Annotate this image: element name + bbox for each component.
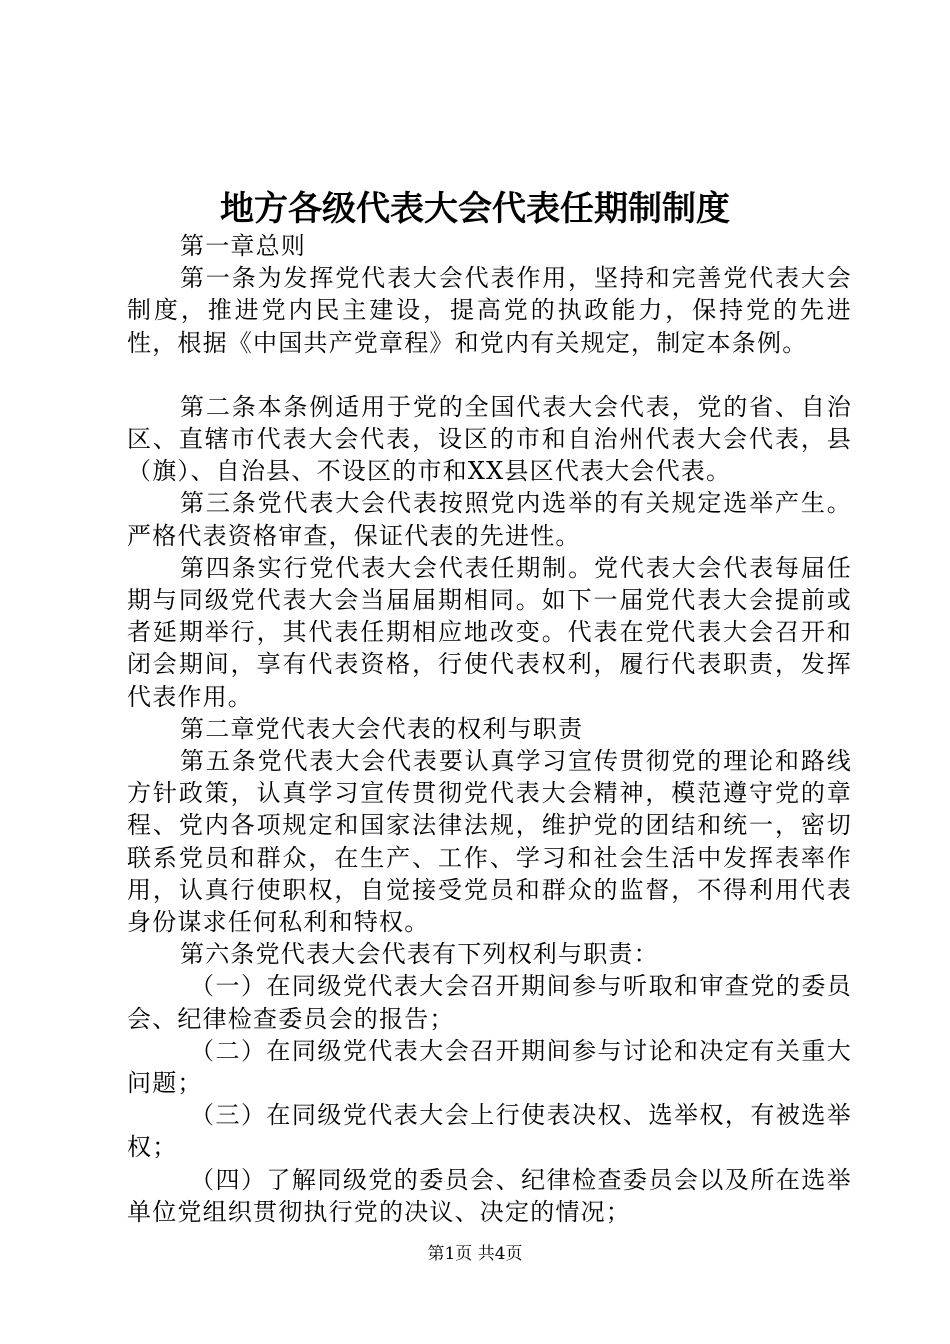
chapter-heading: 第二章党代表大会代表的权利与职责 [180,714,584,743]
article-paragraph: 第六条党代表大会代表有下列权利与职责： [180,940,659,969]
document-title: 地方各级代表大会代表任期制制度 [220,189,730,229]
document-body [127,230,852,1228]
article-paragraph: 第三条党代表大会代表按照党内选举的有关规定选举产生。严格代表资格审查，保证代表的先进性。 [127,489,852,550]
list-item: （一）在同级党代表大会召开期间参与听取和审查党的委员会、纪律检查委员会的报告； [127,972,852,1033]
page-footer: 第1页 共4页 [427,1244,523,1264]
article-paragraph: 第四条实行党代表大会代表任期制。党代表大会代表每届任期与同级党代表大会当届届期相同。如下一届党代表大会提前或者延期举行，其代表任期相应地改变。代表在党代表大会召开和闭会期间，享有代表资格，行使代表权利，履行代表职责，发挥代表作用。 [127,553,852,711]
article-paragraph: 第一条为发挥党代表大会代表作用，坚持和完善党代表大会制度，推进党内民主建设，提高党的执政能力，保持党的先进性，根据《中国共产党章程》和党内有关规定，制定本条例。 [127,264,852,357]
paragraph-spacer [127,359,852,391]
chapter-heading: 第一章总则 [180,232,306,260]
article-paragraph: 第二条本条例适用于党的全国代表大会代表，党的省、自治区、直辖市代表大会代表，设区的市和自治州代表大会代表，县（旗）、自治县、不设区的市和XX县区代表大会代表。 [127,392,852,486]
list-item: （二）在同级党代表大会召开期间参与讨论和决定有关重大问题； [127,1036,852,1098]
article-paragraph: 第五条党代表大会代表要认真学习宣传贯彻党的理论和路线方针政策，认真学习宣传贯彻党代表大会精神，模范遵守党的章程、党内各项规定和国家法律法规，维护党的团结和统一，密切联系党员和群众，在生产、工作、学习和社会生活中发挥表率作用，认真行使职权，自觉接受党员和群众的监督，不得利用代表身份谋求任何私利和特权。 [127,747,852,937]
list-item: （四）了解同级党的委员会、纪律检查委员会以及所在选举单位党组织贯彻执行党的决议、决定的情况； [127,1165,852,1226]
list-item: （三）在同级党代表大会上行使表决权、选举权，有被选举权； [127,1101,852,1162]
